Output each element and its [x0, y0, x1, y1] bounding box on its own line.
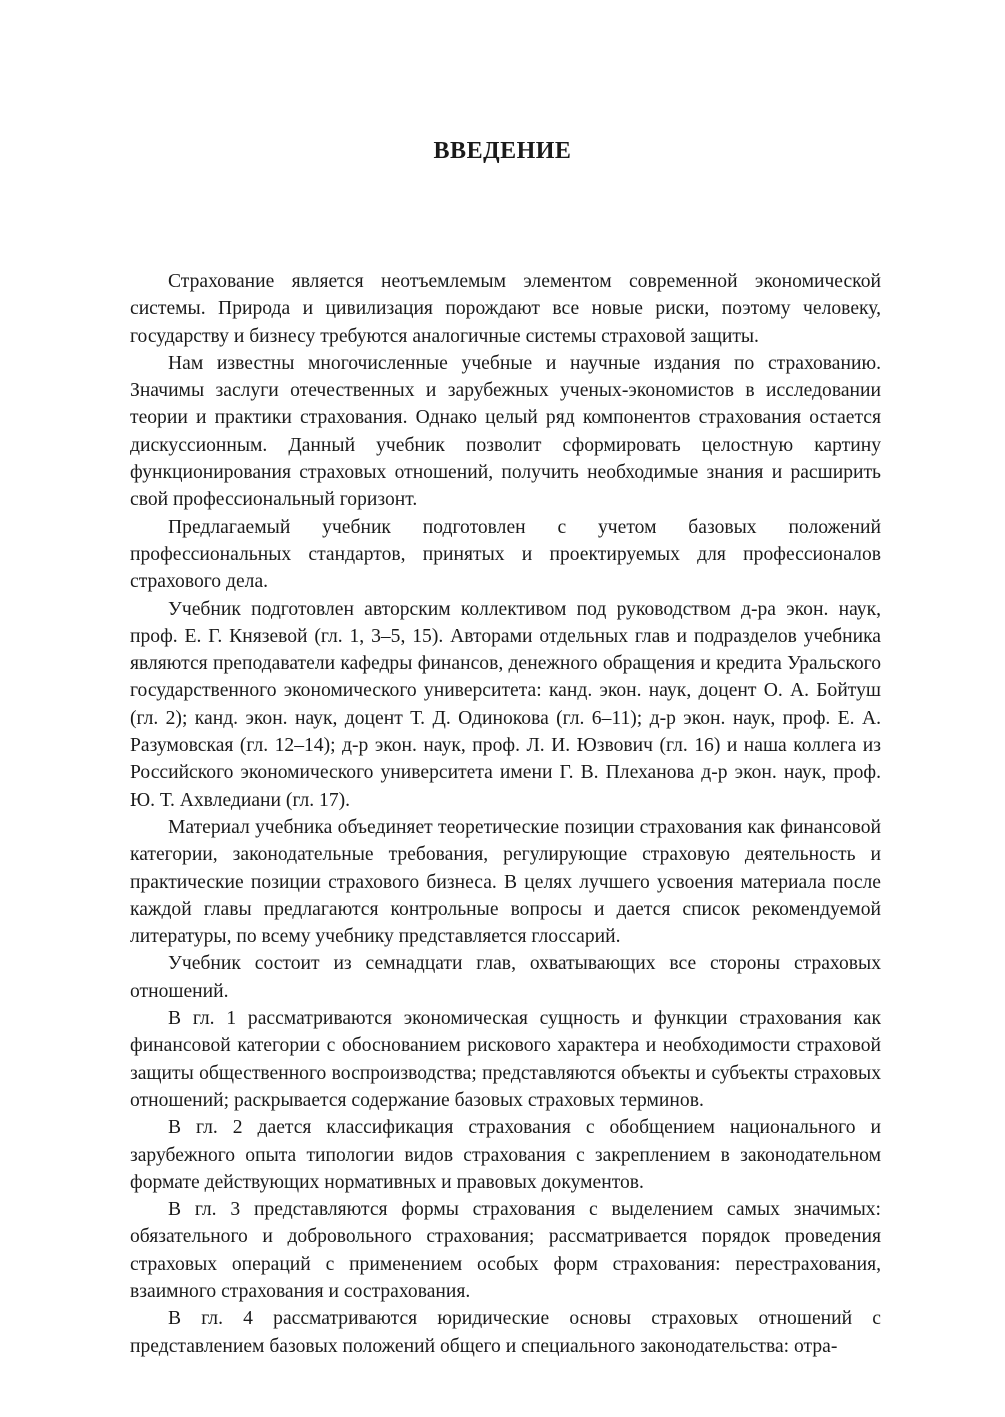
- paragraph: В гл. 3 представляются формы страхования с выделением самых значимых: обязательного и добровольного страхования; рассматривается порядок проведения страховых операций с применением особых форм страхования: перестрахования, взаимного страхования и сострахования.: [130, 1199, 881, 1302]
- paragraph: Предлагаемый учебник подготовлен с учетом базовых положений профессиональных стандартов, принятых и проектируемых для профессионалов страхового дела.: [130, 516, 881, 593]
- paragraph: Страхование является неотъемлемым элементом современной экономической системы. Природа и цивилизация порождают все новые риски, поэтому человеку, государству и бизнесу требуются аналогичные системы страховой защиты.: [130, 271, 881, 347]
- paragraph: Учебник состоит из семнадцати глав, охватывающих все стороны страховых отношений.: [130, 953, 881, 1002]
- paragraph: В гл. 1 рассматриваются экономическая сущность и функции страхования как финансовой категории с обоснованием рискового характера и необходимости страховой защиты общественного воспроизводства; представляются объекты и субъекты страховых отношений; раскрывается содержание базовых страховых терминов.: [130, 1008, 881, 1111]
- paragraph: Материал учебника объединяет теоретические позиции страхования как финансовой категории, законодательные требования, регулирующие страховую деятельность и практические позиции страхового бизнеса. В целях лучшего усвоения материала после каждой главы предлагаются контрольные вопросы и дается список рекомендуемой литературы, по всему учебнику представляется глоссарий.: [130, 816, 881, 948]
- page-title: ВВЕДЕНИЕ: [433, 138, 572, 164]
- paragraph: В гл. 2 дается классификация страхования с обобщением национального и зарубежного опыта типологии видов страхования с закреплением в законодательном формате действующих нормативных и правовых документов.: [130, 1117, 881, 1193]
- paragraph: Учебник подготовлен авторским коллективом под руководством д-ра экон. наук, проф. Е. Г. Князевой (гл. 1, 3–5, 15). Авторами отдельных глав и подразделов учебника являются преподаватели кафедры финансов, денежного обращения и кредита Уральского государственного экономического университета: канд. экон. наук, доцент О. А. Бойтуш (гл. 2); канд. экон. наук, доцент Т. Д. Одинокова (гл. 6–11); д-р экон. наук, проф. Е. А. Разумовская (гл. 12–14); д-р экон. наук, проф. Л. И. Юзвович (гл. 16) и наша коллега из Российского экономического университета имени Г. В. Плеханова д-р экон. наук, проф. Ю. Т. Ахвледиани (гл. 17).: [130, 598, 881, 811]
- body-text: [130, 268, 881, 1360]
- paragraph: Нам известны многочисленные учебные и научные издания по страхованию. Значимы заслуги отечественных и зарубежных ученых-экономистов в исследовании теории и практики страхования. Однако целый ряд компонентов страхования остается дискуссионным. Данный учебник позволит сформировать целостную картину функционирования страховых отношений, получить необходимые знания и расширить свой профессиональный горизонт.: [130, 352, 881, 511]
- paragraph: В гл. 4 рассматриваются юридические основы страховых отношений с представлением базовых положений общего и специального законодательства: отра-: [130, 1308, 881, 1357]
